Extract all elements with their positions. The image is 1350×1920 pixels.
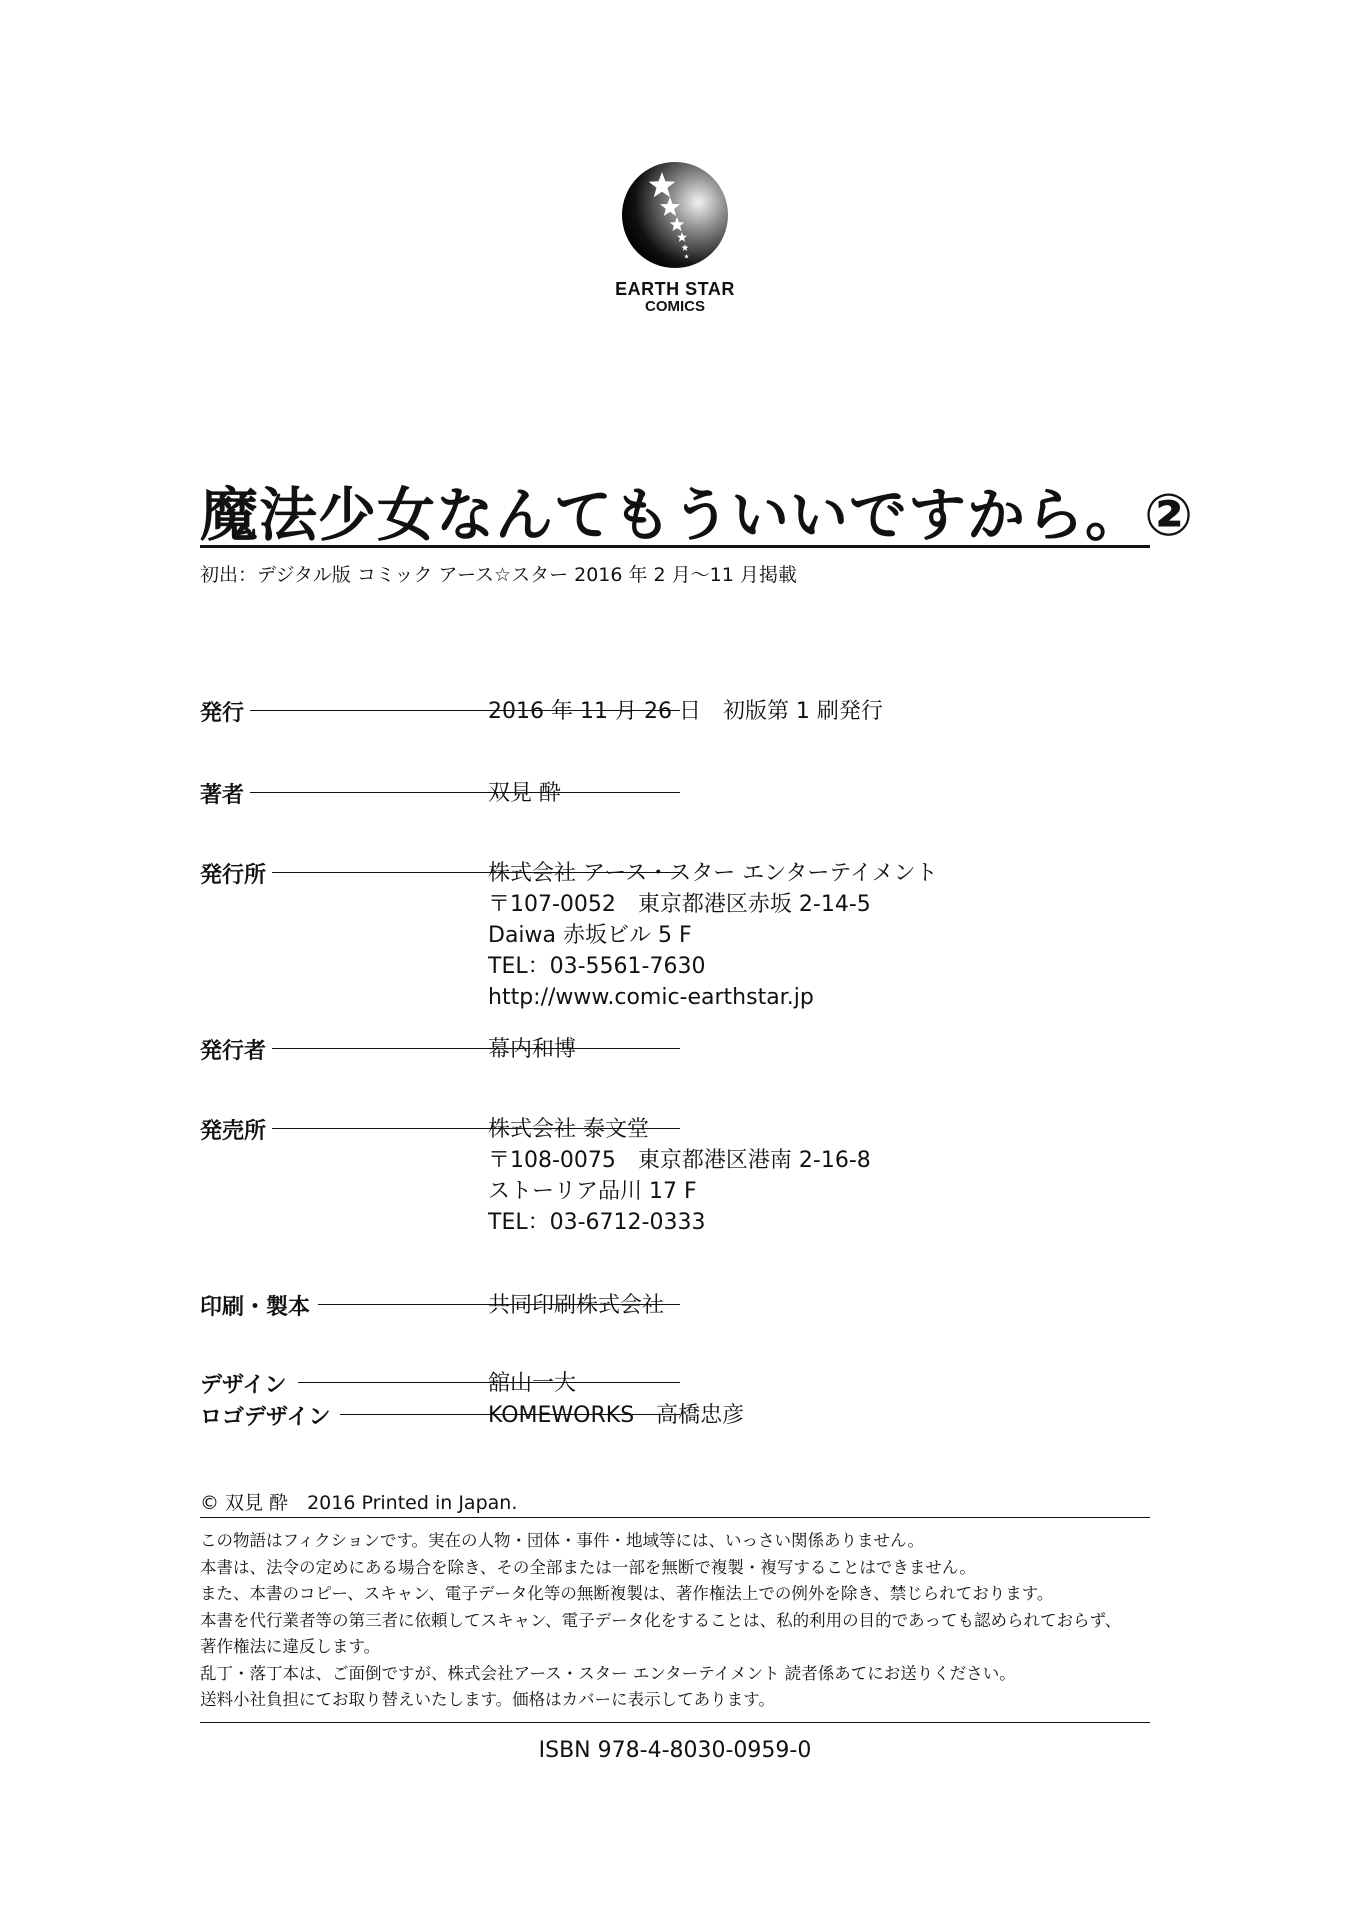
logo-line-2: COMICS (645, 297, 705, 315)
earth-star-globe-icon (620, 160, 730, 270)
credit-line: Daiwa 赤坂ビル 5 F (488, 923, 692, 948)
credit-line: 舘山一大 (488, 1371, 577, 1396)
credit-line: 共同印刷株式会社 (488, 1293, 665, 1318)
credit-value (488, 858, 938, 1013)
first-publication: 初出：デジタル版 コミック アース☆スター 2016 年 2 月～11 月掲載 (200, 564, 797, 586)
credit-value (488, 1400, 744, 1431)
credit-label: 発行 (200, 701, 245, 726)
credit-label: 著者 (200, 783, 245, 808)
credit-line: ストーリア品川 17 F (488, 1179, 697, 1204)
book-title: 魔法少女なんてもういいですから。② (200, 481, 1195, 549)
title-rule (200, 545, 1150, 548)
credit-value (488, 1114, 871, 1238)
credit-label: 発売所 (200, 1119, 267, 1144)
legal-note: また、本書のコピー、スキャン、電子データ化等の無断複製は、著作権法上での例外を除き、禁じられております。 (200, 1584, 1054, 1603)
credit-value (488, 778, 561, 809)
logo-line-1: EARTH STAR (615, 279, 735, 299)
legal-note: 送料小社負担にてお取り替えいたします。価格はカバーに表示してあります。 (200, 1690, 775, 1709)
legal-note: 本書を代行業者等の第三者に依頼してスキャン、電子データ化をすることは、私的利用の目的であっても認められておらず、 (200, 1610, 1122, 1630)
notes-bottom-rule (200, 1722, 1150, 1723)
credit-label: デザイン (200, 1373, 287, 1398)
credit-line: TEL：03-5561-7630 (488, 954, 706, 979)
credit-line: 双見 酔 (488, 781, 561, 806)
credit-line: 幕内和博 (488, 1037, 577, 1062)
credit-line: 株式会社 アース・スター エンターテイメント (488, 861, 938, 886)
notes-top-rule (200, 1517, 1150, 1518)
credit-line: TEL：03-6712-0333 (488, 1210, 706, 1235)
credit-line: 〒108-0075 東京都港区港南 2-16-8 (488, 1148, 871, 1173)
credit-line: 株式会社 泰文堂 (488, 1117, 649, 1142)
leader-line (272, 1048, 680, 1049)
credit-label: 発行者 (200, 1039, 267, 1064)
credit-line: KOMEWORKS 高橋忠彦 (488, 1403, 745, 1428)
legal-note: この物語はフィクションです。実在の人物・団体・事件・地域等には、いっさい関係ありません。 (200, 1531, 925, 1550)
copyright-line: © 双見 酔 2016 Printed in Japan. (200, 1492, 518, 1514)
credit-line: 2016 年 11 月 26 日 初版第 1 刷発行 (488, 699, 883, 724)
publisher-logo (0, 160, 1350, 315)
credit-line: 〒107-0052 東京都港区赤坂 2-14-5 (488, 892, 871, 917)
legal-note: 本書は、法令の定めにある場合を除き、その全部または一部を無断で複製・複写することはできません。 (200, 1557, 976, 1577)
credit-value (488, 696, 883, 727)
credit-line: http://www.comic-earthstar.jp (488, 985, 814, 1010)
legal-note: 著作権法に違反します。 (200, 1637, 381, 1656)
credit-value (488, 1034, 576, 1065)
isbn: ISBN 978-4-8030-0959-0 (538, 1738, 812, 1763)
credit-value (488, 1368, 576, 1399)
leader-line (250, 792, 680, 793)
legal-notes (200, 1528, 1121, 1714)
credit-label: ロゴデザイン (200, 1405, 331, 1430)
credit-label: 印刷・製本 (200, 1295, 311, 1320)
credit-value (488, 1290, 664, 1321)
credit-label: 発行所 (200, 863, 267, 888)
legal-note: 乱丁・落丁本は、ご面倒ですが、株式会社アース・スター エンターテイメント 読者係あてにお送りください。 (200, 1663, 1016, 1683)
